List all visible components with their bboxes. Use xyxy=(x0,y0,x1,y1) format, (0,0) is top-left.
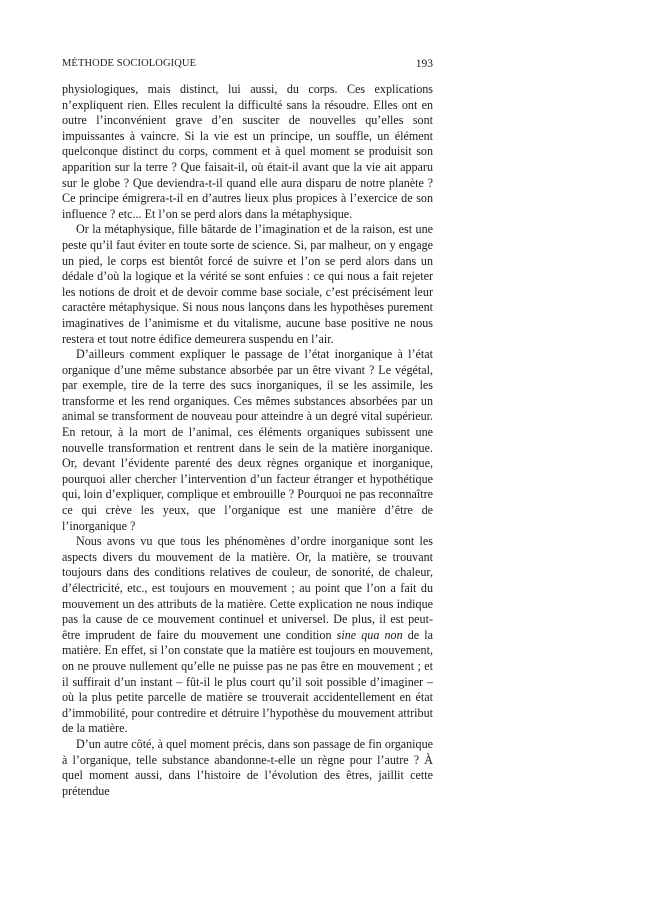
paragraph xyxy=(62,222,433,347)
paragraph-text: D’ailleurs comment expliquer le passage de l’état inorganique à l’état organique d’une même substance absorbée par un être vivant ? Le végétal, par exemple, tire de la terre des sucs inorganiques, il se les assimile, les transforme et les rend organiques. Ces mêmes substances absorbées par un animal se transforment de nouveau pour atteindre à un degré vital supérieur. En retour, à la mort de l’animal, ces éléments organiques subissent une nouvelle transformation et rentrent dans le sein de la matière inorganique. Or, devant l’évidente parenté des deux règnes organique et inorganique, pourquoi aller chercher l’intervention d’un facteur étranger et hypothétique qui, loin d’expliquer, complique et embrouille ? Pourquoi ne pas reconnaître ce qui crève les yeux, que l’organique est une manière d’être de l’inorganique ? xyxy=(62,347,433,533)
paragraph xyxy=(62,347,433,534)
page-number: 193 xyxy=(415,58,433,70)
running-title: MÉTHODE SOCIOLOGIQUE xyxy=(62,58,197,69)
paragraph-text-continued: de la matière. En effet, si l’on constate que la matière est toujours en mouvement, on ne prouve nullement qu’elle ne puisse pas ne pas être en mouvement ; et il suffirait d’un instant – fût-il le plus court qu’il soit possible d’imaginer – où la plus petite parcelle de matière se trouverait accidentellement en état d’immobilité, pour contredire et détruire l’hypothèse du mouvement attribut de la matière. xyxy=(62,627,434,736)
paragraph-text: physiologiques, mais distinct, lui aussi, du corps. Ces explications n’expliquent rien. Elles reculent la difficulté sans la résoudre. Elles ont en outre l’inconvénient grave d’en susciter de nouvelles qu’elles sont impuissantes à vaincre. Si la vie est un principe, un souffle, un élément quelconque distinct du corps, comment et à quel moment se produisit son apparition sur la terre ? Que faisait-il, où était-il avant que la vie ait apparu sur le globe ? Que deviendra-t-il quand elle aura disparu de notre planète ? Ce principe émigrera-t-il en d’autres lieux plus propices à l’exercice de son influence ? etc... Et l’on se perd alors dans la métaphysique. xyxy=(62,82,433,221)
paragraph xyxy=(62,534,433,737)
running-head xyxy=(62,58,433,72)
body-text xyxy=(62,82,433,799)
paragraph xyxy=(62,737,433,799)
paragraph-text: Nous avons vu que tous les phénomènes d’ordre inorganique sont les aspects divers du mouvement de la matière. Or, la matière, se trouvant toujours dans des conditions relatives de couleur, de sonorité, de chaleur, d’électricité, etc., est toujours en mouvement ; au point que l’on a fait du mouvement un des attributs de la matière. Cette explication ne nous indique pas la cause de ce mouvement continuel et universel. De plus, il est peut-être imprudent de faire du mouvement une condition xyxy=(62,534,433,642)
paragraph-text: Or la métaphysique, fille bâtarde de l’imagination et de la raison, est une peste qu’il faut éviter en toute sorte de science. Si, par malheur, on y engage un pied, le corps est bientôt forcé de suivre et l’on se perd alors dans un dédale d’où la logique et la vérité se sont enfuies : ce qui nous a fait rejeter les notions de droit et de devoir comme base sociale, c’est précisément leur caractère métaphysique. Si nous nous lançons dans les hypothèses purement imaginatives de l’animisme et du vitalisme, aucune base positive ne nous restera et tout notre édifice demeurera suspendu en l’air. xyxy=(62,222,433,346)
paragraph-text: D’un autre côté, à quel moment précis, dans son passage de fin organique à l’organique, telle substance abandonne-t-elle un règne pour l’autre ? À quel moment aussi, dans l’histoire de l’évolution des êtres, jaillit cette prétendue xyxy=(62,736,433,798)
paragraph xyxy=(62,82,433,222)
emphasis-text: sine qua non xyxy=(336,627,403,642)
